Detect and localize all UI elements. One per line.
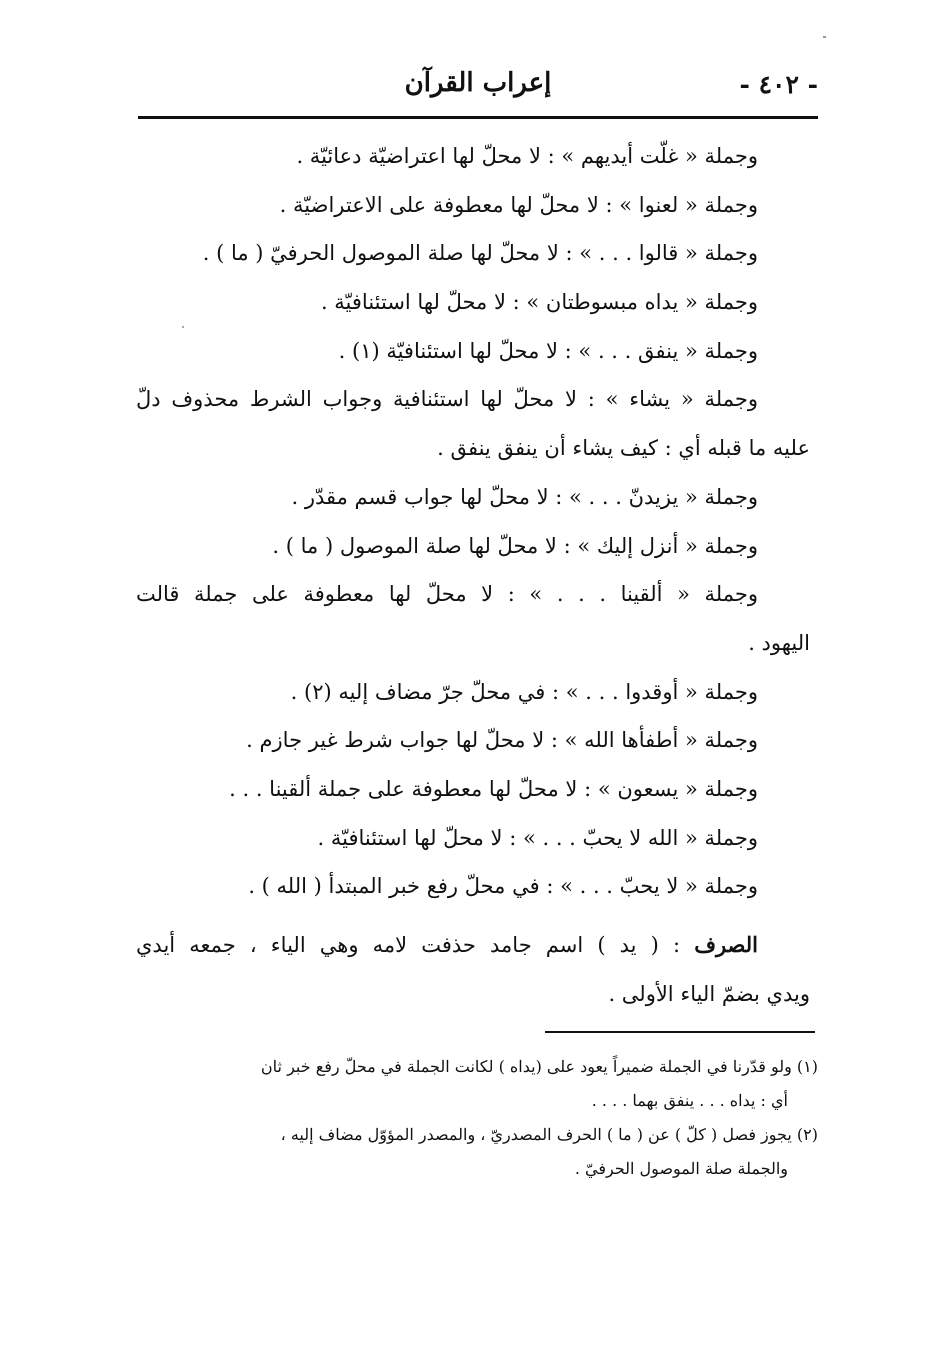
footnote-line: أي : يداه . . . ينفق بهما . . . . (591, 1091, 788, 1110)
footnote-line: والجملة صلة الموصول الحرفيّ . (574, 1159, 788, 1178)
text-line: وجملة « أوقدوا . . . » : في محلّ جرّ مضاف إليه (٢) . (290, 679, 758, 704)
text-line: اليهود . (748, 630, 810, 655)
text-line: وجملة « ينفق . . . » : لا محلّ لها استئنافيّة (١) . (338, 338, 758, 363)
text-line: وجملة « يزيدنّ . . . » : لا محلّ لها جواب قسم مقدّر . (291, 484, 758, 509)
text-line: وجملة « يسعون » : لا محلّ لها معطوفة على جملة ألقينا . . . (229, 776, 758, 801)
page-number: - ٤٠٢ - (739, 70, 818, 99)
text-line: عليه ما قبله أي : كيف يشاء أن ينفق ينفق . (437, 436, 810, 461)
paragraph-gap (136, 911, 810, 921)
text-line: وجملة « يشاء » : لا محلّ لها استئنافية وجواب الشرط محذوف دلّ (136, 387, 758, 412)
book-title: إعراب القرآن (404, 68, 552, 98)
sarf-text: : ( يد ) اسم جامد حذفت لامه وهي الياء ، جمعه أيدي (136, 933, 695, 957)
text-line: وجملة « غلّت أيديهم » : لا محلّ لها اعتراضيّة دعائيّة . (296, 144, 758, 168)
text-line: وجملة « ألقينا . . . » : لا محلّ لها معطوفة على جملة قالت (136, 582, 758, 607)
text-line: وجملة « أنزل إليك » : لا محلّ لها صلة الموصول ( ما ) . (272, 533, 758, 558)
text-line: وجملة « قالوا . . . » : لا محلّ لها صلة الموصول الحرفيّ ( ما ) . (202, 241, 758, 266)
footnote-line: (١) ولو قدّرنا في الجملة ضميراً يعود على (يداه ) لكانت الجملة في محلّ رفع خبر ثان (260, 1057, 818, 1076)
sarf-paragraph-line (136, 921, 810, 970)
text-line: وجملة « الله لا يحبّ . . . » : لا محلّ لها استئنافيّة . (317, 825, 758, 850)
footnotes (170, 1050, 818, 1186)
footnote-rule (545, 1031, 815, 1033)
sarf-label: الصرف (694, 932, 758, 957)
text-line: ويدي بضمّ الياء الأولى . (608, 981, 810, 1006)
text-line: وجملة « لعنوا » : لا محلّ لها معطوفة على الاعتراضيّة . (279, 192, 758, 217)
scan-speck (823, 36, 826, 38)
page-header (138, 62, 818, 114)
text-line: وجملة « لا يحبّ . . . » : في محلّ رفع خبر المبتدأ ( الله ) . (248, 874, 758, 899)
footnote-line: (٢) يجوز فصل ( كلّ ) عن ( ما ) الحرف المصدريّ ، والمصدر المؤوّل مضاف إليه ، (280, 1125, 818, 1144)
text-line: وجملة « يداه مبسوطتان » : لا محلّ لها استئنافيّة . (320, 290, 758, 315)
text-line: وجملة « أطفأها الله » : لا محلّ لها جواب شرط غير جازم . (246, 728, 758, 753)
body-text (136, 132, 810, 1018)
header-rule (138, 116, 818, 119)
